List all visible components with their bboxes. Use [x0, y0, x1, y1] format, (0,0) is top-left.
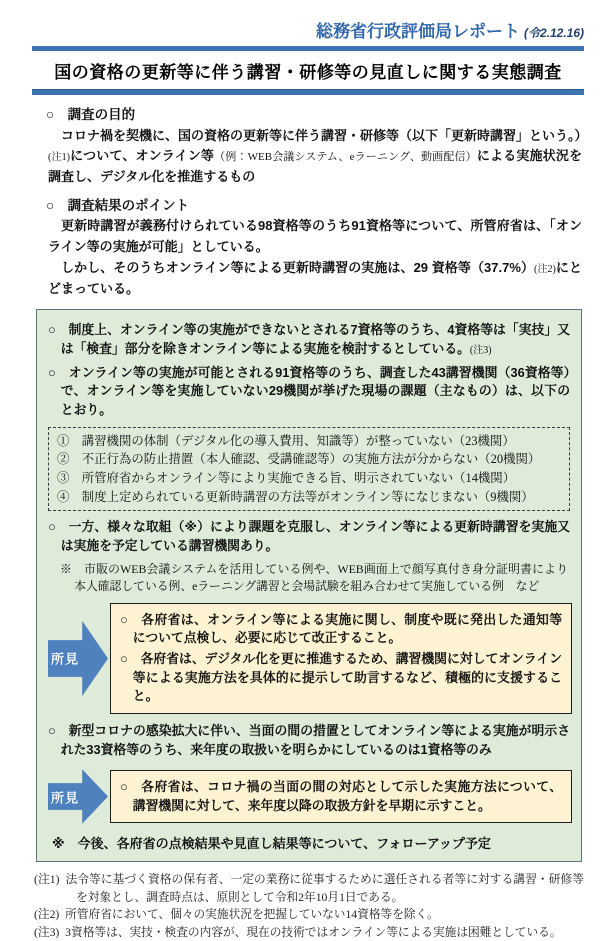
section-purpose: [46, 105, 588, 188]
page-title: 国の資格の更新等に伴う講習・研修等の見直しに関する実態調査: [54, 63, 562, 83]
results-paragraph-1: 更新時講習が義務付けられている98資格等のうち91資格等について、所管府省は、「オンライン等の実施が可能」としている。: [48, 218, 582, 255]
report-date: (令2.12.16): [523, 26, 584, 40]
footnotes: [34, 871, 584, 941]
summary-item-system-restriction: [48, 321, 570, 358]
title-divider-bar: [32, 89, 584, 95]
footnote-2-text: 所管府省において、個々の実施状況を把握していない14資格等を除く。: [65, 908, 439, 922]
findings-arrow-1: [48, 618, 108, 698]
summary-item-good-practice: ○ 一方、様々な取組（※）により課題を克服し、オンライン等による更新時講習を実施又は実施を予定している講習機関あり。: [48, 519, 570, 553]
footnote-3: [34, 924, 584, 941]
finding-item-1: ○ 各府省は、オンライン等による実施に関し、制度や既に発出した通知等について点検し、必要に応じて改正すること。: [120, 611, 562, 646]
purpose-body-text-1: コロナ禍を契機に、国の資格の更新等に伴う講習・研修等（以下「更新時講習」という。）: [61, 127, 588, 143]
issue-item-2: ② 不正行為の防止措置（本人確認、受講確認等）の実施方法が分からない（20機関）: [57, 452, 541, 467]
purpose-heading: ○ 調査の目的: [46, 107, 136, 123]
issues-list-box: [48, 427, 570, 511]
footnote-1-text: 法令等に基づく資格の保有者、一定の業務に従事するために選任される者等に対する講習・研修等を対象とし、調査時点は、原則として令和2年10月1日である。: [65, 873, 584, 904]
section-results: [46, 196, 584, 299]
footnote-3-text: 3資格等は、実技・検査の内容が、現在の技術ではオンライン等による実施は困難としている。: [65, 925, 562, 939]
purpose-body-text-2: について、オンライン等: [70, 148, 215, 164]
results-paragraph-2: [48, 258, 582, 300]
results-heading: ○ 調査結果のポイント: [46, 198, 190, 214]
findings-row-2: [48, 768, 572, 826]
purpose-body: [48, 126, 588, 188]
footnote-ref-3: (注3): [469, 345, 492, 357]
finding-item-2: ○ 各府省は、デジタル化を更に推進するため、講習機関に対してオンライン等による実施方法を具体的に提示して助言するなど、積極的に支援すること。: [120, 651, 562, 704]
summary-box: [36, 309, 582, 862]
footnote-1-label: (注1): [34, 873, 60, 886]
findings-label-2: 所見: [51, 790, 80, 805]
finding-item-3: ○ 各府省は、コロナ禍の当面の間の対応として示した実施方法について、講習機関に対して、来年度以降の取扱方針を早期に示すこと。: [120, 778, 562, 813]
summary-item-field-issues: ○ オンライン等の実施が可能とされる91資格等のうち、調査した43講習機関（36資格等）で、オンライン等を実施していない29機関が挙げた現場の課題（主なもの）は、以下のとおり。: [48, 364, 570, 418]
summary-item-covid-measure: ○ 新型コロナの感染拡大に伴い、当面の間の措置としてオンライン等による実施が明示された33資格等のうち、来年度の取扱いを明らかにしているのは1資格等のみ: [48, 723, 570, 757]
findings-arrow-2: [48, 768, 108, 826]
footnote-1: [34, 871, 584, 906]
findings-box-2: [110, 770, 572, 823]
footnote-ref-1: (注1): [48, 152, 70, 164]
issue-item-3: ③ 所管府省からオンライン等により実施できる旨、明示されていない（14機関）: [57, 471, 516, 486]
issue-item-1: ① 講習機関の体制（デジタル化の導入費用、知識等）が整っていない（23機関）: [57, 433, 515, 448]
results-paragraph-2-text-b: にとどまっている。: [48, 259, 582, 296]
findings-box-1: [110, 603, 572, 714]
issue-item-4: ④ 制度上定められている更新時講習の方法等がオンライン等になじまない（9機関）: [57, 489, 534, 504]
purpose-body-example: （例：WEB会議システム、eラーニング、動画配信）: [214, 151, 477, 164]
good-practice-examples-note: ※ 市販のWEB会議システムを活用している例や、WEB画面上で顔写真付き身分証明書により本人確認している例、eラーニング講習と会場試験を組み合わせて実施している例 など: [60, 561, 568, 593]
footnote-3-label: (注3): [34, 925, 60, 939]
report-header: [32, 22, 584, 42]
report-header-title: 総務省行政評価局レポート: [315, 22, 520, 41]
summary-item-1-text: ○ 制度上、オンライン等の実施ができないとされる7資格等のうち、4資格等は「実技」又は「検査」部分を除きオンライン等による実施を検討するとしている。: [48, 322, 570, 357]
followup-note: ※ 今後、各府省の点検結果や見直し結果等について、フォローアップ予定: [52, 835, 491, 851]
purpose-body-text-3: による実施状況を調査し、デジタル化を推進するもの: [48, 148, 582, 185]
header-divider-bar: [32, 46, 584, 51]
results-paragraph-2-text-a: しかし、そのうちオンライン等による更新時講習の実施は、29 資格等（37.7%）: [61, 259, 535, 275]
findings-label-1: 所見: [51, 651, 80, 667]
footnote-2-label: (注2): [34, 908, 60, 922]
findings-row-1: [48, 603, 572, 714]
footnote-ref-2: (注2): [534, 263, 556, 275]
footnote-2: [34, 906, 584, 924]
